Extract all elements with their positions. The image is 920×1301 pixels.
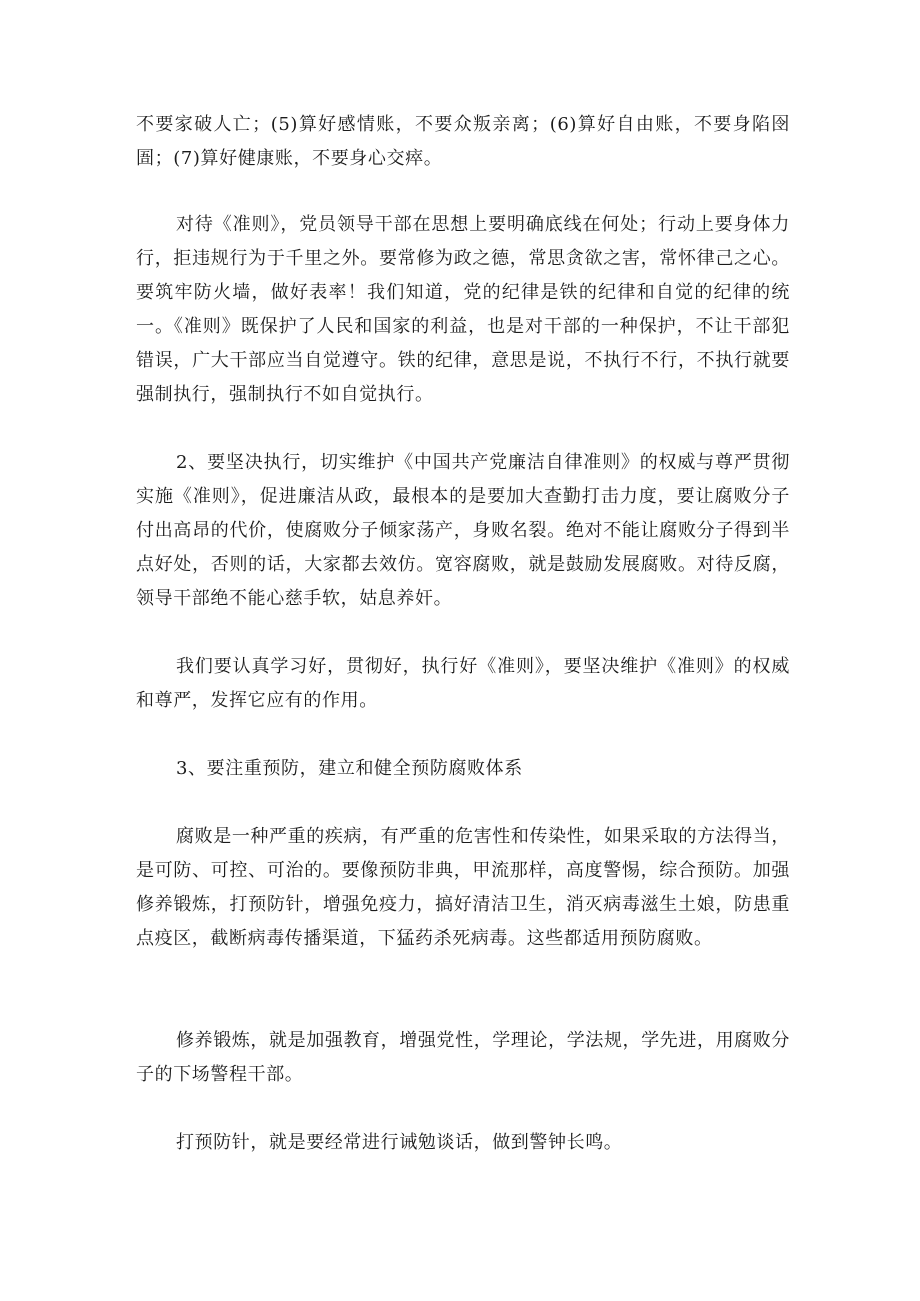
section-heading: 3、要注重预防，建立和健全预防腐败体系 bbox=[176, 758, 523, 779]
paragraph-4: 我们要认真学习好，贯彻好，执行好《准则》，要坚决维护《准则》的权威和尊严，发挥它应有的作用。 bbox=[136, 656, 790, 711]
paragraph-1: 不要家破人亡；(5)算好感情账，不要众叛亲离；(6)算好自由账，不要身陷囹圄；(7)算好健康账，不要身心交瘁。 bbox=[136, 114, 790, 169]
paragraph-6: 修养锻炼，就是加强教育，增强党性，学理论，学法规，学先进，用腐败分子的下场警程干部。 bbox=[136, 1030, 790, 1085]
paragraph-5: 腐败是一种严重的疾病，有严重的危害性和传染性，如果采取的方法得当，是可防、可控、可治的。要像预防非典，甲流那样，高度警惕，综合预防。加强修养锻炼，打预防针，增强免疫力，搞好清洁卫生，消灭病毒滋生土娘，防患重点疫区，截断病毒传播渠道，下猛药杀死病毒。这些都适用预防腐败。 bbox=[136, 826, 790, 949]
paragraph-2: 对待《准则》，党员领导干部在思想上要明确底线在何处；行动上要身体力行，拒违规行为于千里之外。要常修为政之德，常思贪欲之害，常怀律己之心。要筑牢防火墙，做好表率！我们知道，党的纪律是铁的纪律和自觉的纪律的统一。《准则》既保护了人民和国家的利益，也是对干部的一种保护，不让干部犯错误，广大干部应当自觉遵守。铁的纪律，意思是说，不执行不行，不执行就要强制执行，强制执行不如自觉执行。 bbox=[136, 214, 790, 405]
paragraph-7: 打预防针，就是要经常进行诫勉谈话，做到警钟长鸣。 bbox=[176, 1132, 623, 1153]
paragraph-3: 2、要坚决执行，切实维护《中国共产党廉洁自律准则》的权威与尊严贯彻实施《准则》，促进廉洁从政，最根本的是要加大查勤打击力度，要让腐败分子付出高昂的代价，使腐败分子倾家荡产，身败名裂。绝对不能让腐败分子得到半点好处，否则的话，大家都去效仿。宽容腐败，就是鼓励发展腐败。对待反腐，领导干部绝不能心慈手软，姑息养奸。 bbox=[136, 452, 790, 609]
